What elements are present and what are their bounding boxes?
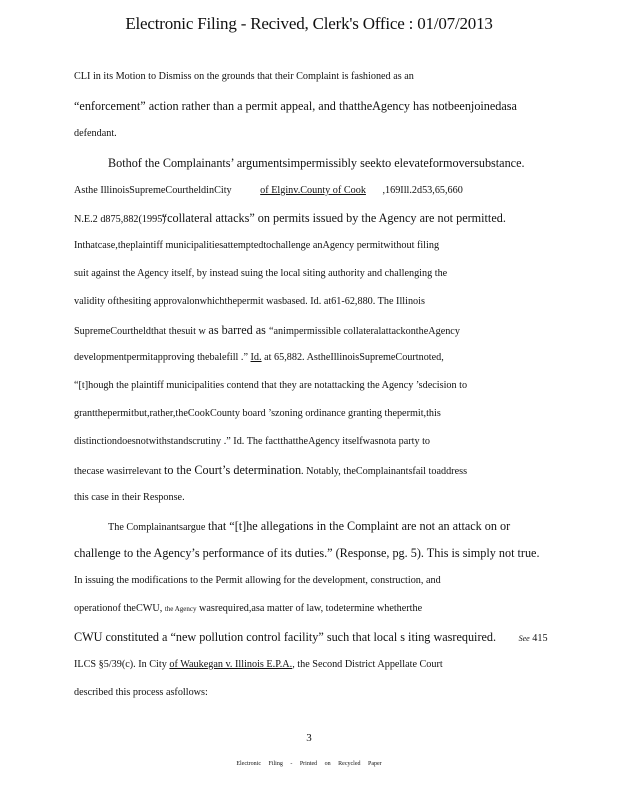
- footer-note: Electronic Filing - Printed on Recycled Paper: [236, 761, 382, 767]
- case-citation: Id.: [250, 352, 262, 363]
- text-line: [74, 463, 467, 479]
- text-line: distinctiondoesnotwithstandscrutiny .” Id. The factthattheAgency itselfwasnota party to: [74, 436, 431, 447]
- page-number: 3: [306, 732, 312, 744]
- case-citation: of Waukegan v. Illinois E.P.A.: [169, 659, 293, 670]
- text-span: Asthe IllinoisSupremeCourtheldinCity: [74, 185, 232, 196]
- text-line: [74, 630, 548, 646]
- text-span: as barred as: [208, 323, 269, 337]
- text-line: [74, 658, 443, 672]
- text-span: at 65,882. AstheIllinoisSupremeCourtnoted,: [261, 352, 444, 363]
- text-line: “[t]hough the plaintiff municipalities contend that they are notattacking the Agency ’sdecision to: [74, 380, 468, 391]
- text-span: to the Court’s determination: [163, 463, 302, 477]
- see-signal: See: [518, 634, 530, 643]
- text-span: 415: [529, 633, 548, 644]
- text-line: [74, 323, 460, 339]
- text-line: described this process asfollows:: [74, 687, 208, 698]
- text-line: [74, 602, 422, 616]
- text-line: defendant.: [74, 128, 117, 139]
- text-line: [74, 211, 506, 227]
- text-line: “enforcement” action rather than a permit appeal, and thattheAgency has notbeenjoinedasa: [74, 99, 517, 113]
- text-span: the Agency: [164, 605, 197, 613]
- text-span: that “[t]he allegations in the Complaint are not an attack on or: [207, 519, 511, 533]
- text-span: The Complainantsargue: [108, 522, 208, 533]
- text-line: [108, 519, 510, 535]
- text-line: challenge to the Agency’s performance of its duties.” (Response, pg. 5). This is simply not true.: [74, 546, 540, 560]
- text-span: ,169Ill.2d53,65,660: [382, 185, 463, 196]
- text-span: wasrequired,asa matter of law, todetermine whetherthe: [196, 603, 423, 614]
- text-span: operationof theCWU,: [74, 603, 165, 614]
- text-span: “animpermissible collateralattackontheAgency: [268, 326, 460, 337]
- text-span: , the Second District Appellate Court: [292, 659, 443, 670]
- text-span: . Notably, theComplainantsfail toaddress: [301, 466, 468, 477]
- text-line: CLI in its Motion to Dismiss on the grounds that their Complaint is fashioned as an: [74, 71, 414, 82]
- text-span: thecase wasirrelevant: [74, 466, 164, 477]
- text-line: Inthatcase,theplaintiff municipalitiesattemptedtochallenge anAgency permitwithout filing: [74, 240, 440, 251]
- text-line: suit against the Agency itself, by instead suing the local siting authority and challenging the: [74, 268, 448, 279]
- text-span: ILCS §5/39(c). In City: [74, 659, 170, 670]
- text-line: this case in their Response.: [74, 492, 185, 503]
- text-line: validity ofthesiting approvalonwhichthepermit wasbased. Id. at61-62,880. The Illinois: [74, 296, 425, 307]
- text-line: [74, 184, 463, 198]
- text-line: Bothof the Complainants’ argumentsimpermissibly seekto elevateformoversubstance.: [108, 156, 525, 170]
- text-span: “collateral attacks” on permits issued by the Agency are not permitted.: [161, 211, 506, 225]
- text-line: In issuing the modifications to the Permit allowing for the development, construction, and: [74, 575, 441, 586]
- filing-header: Electronic Filing - Recived, Clerk's Office : 01/07/2013: [125, 14, 493, 33]
- text-line: [74, 351, 444, 365]
- text-line: grantthepermitbut,rather,theCookCounty board ’szoning ordinance granting thepermit,this: [74, 408, 441, 419]
- text-span: developmentpermitapproving thebalefill .”: [74, 352, 251, 363]
- case-citation: of Elginv.County of Cook: [260, 185, 366, 196]
- text-span: N.E.2 d875,882(1995): [74, 214, 166, 225]
- text-span: CWU constituted a “new pollution control facility” such that local s iting wasrequired.: [74, 630, 497, 644]
- text-span: SupremeCourtheldthat thesuit w: [74, 326, 209, 337]
